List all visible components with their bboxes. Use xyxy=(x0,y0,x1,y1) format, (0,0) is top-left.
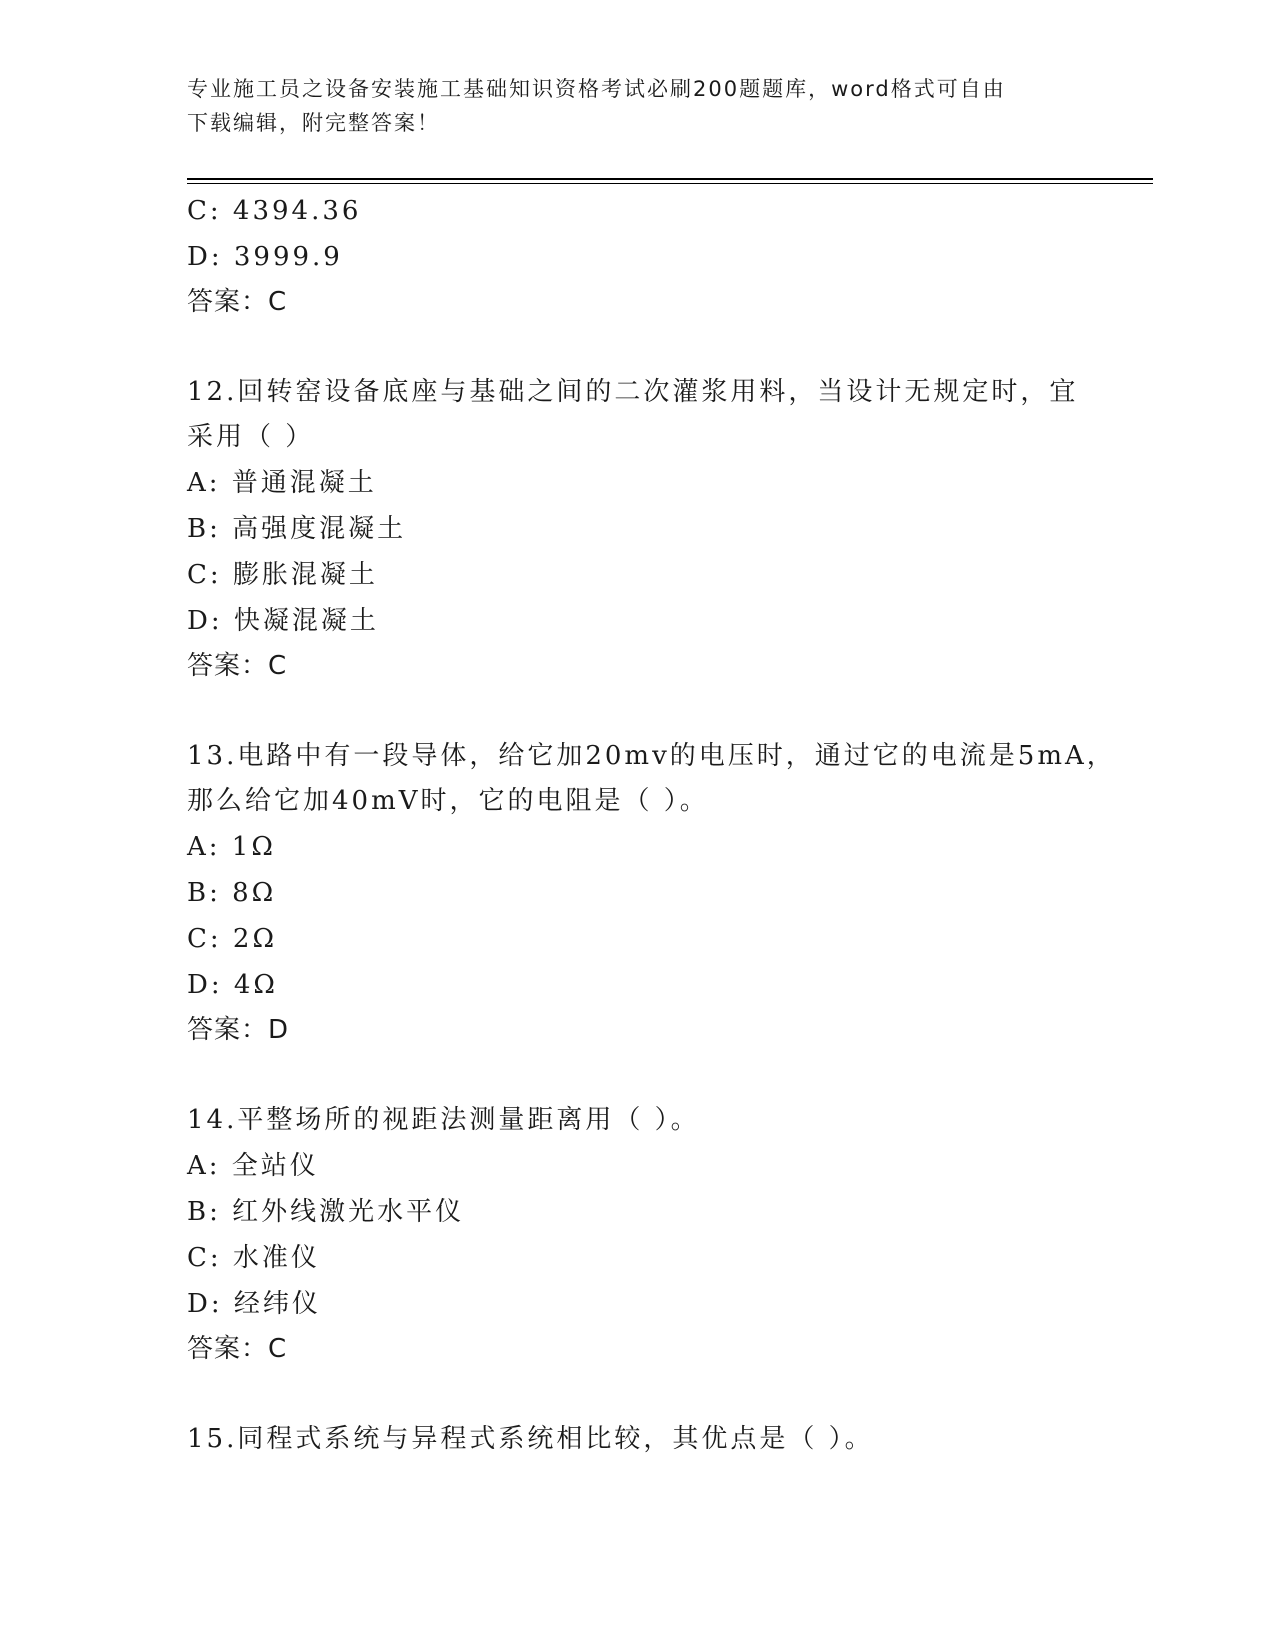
question-block-15 xyxy=(187,1417,1087,1462)
question-block-14 xyxy=(187,1098,1087,1372)
previous-question-block xyxy=(187,188,1087,325)
option-a: A: 普通混凝土 xyxy=(187,468,377,498)
spacer xyxy=(187,1053,1087,1098)
option-c: C: 4394.36 xyxy=(187,196,362,226)
option-c: C: 2Ω xyxy=(187,924,278,954)
question-block-13 xyxy=(187,734,1116,1053)
option-b: B: 高强度混凝土 xyxy=(187,514,407,544)
option-d: D: 3999.9 xyxy=(187,242,343,272)
answer-line: 答案：C xyxy=(187,287,288,317)
question-list xyxy=(187,188,1116,1462)
question-title-continued: 那么给它加40mV时，它的电阻是（ ）。 xyxy=(187,786,709,816)
header-divider-thin xyxy=(187,183,1153,184)
answer-line: 答案：C xyxy=(187,651,288,681)
header-line-1: 专业施工员之设备安装施工基础知识资格考试必刷200题题库，word格式可自由 xyxy=(187,77,1006,101)
question-block-12 xyxy=(187,370,1087,689)
option-a: A: 全站仪 xyxy=(187,1151,319,1181)
question-title-continued: 采用（ ） xyxy=(187,422,315,452)
option-a: A: 1Ω xyxy=(187,832,276,862)
option-d: D: 经纬仪 xyxy=(187,1289,321,1319)
option-c: C: 水准仪 xyxy=(187,1243,320,1273)
document-header xyxy=(187,72,1067,140)
spacer xyxy=(187,689,1087,734)
option-c: C: 膨胀混凝土 xyxy=(187,560,378,590)
header-divider-thick xyxy=(187,178,1153,180)
question-title: 15.同程式系统与异程式系统相比较，其优点是（ ）。 xyxy=(187,1424,874,1454)
option-d: D: 4Ω xyxy=(187,970,278,1000)
option-b: B: 8Ω xyxy=(187,878,277,908)
question-title: 13.电路中有一段导体，给它加20mv的电压时，通过它的电流是5mA， xyxy=(187,741,1116,771)
header-line-2: 下载编辑，附完整答案！ xyxy=(187,111,440,135)
spacer xyxy=(187,325,1087,370)
option-b: B: 红外线激光水平仪 xyxy=(187,1197,465,1227)
question-title: 14.平整场所的视距法测量距离用（ ）。 xyxy=(187,1105,700,1135)
answer-line: 答案：D xyxy=(187,1015,290,1045)
option-d: D: 快凝混凝土 xyxy=(187,606,379,636)
spacer xyxy=(187,1372,1087,1417)
question-title: 12.回转窑设备底座与基础之间的二次灌浆用料，当设计无规定时，宜 xyxy=(187,377,1079,407)
answer-line: 答案：C xyxy=(187,1334,288,1364)
